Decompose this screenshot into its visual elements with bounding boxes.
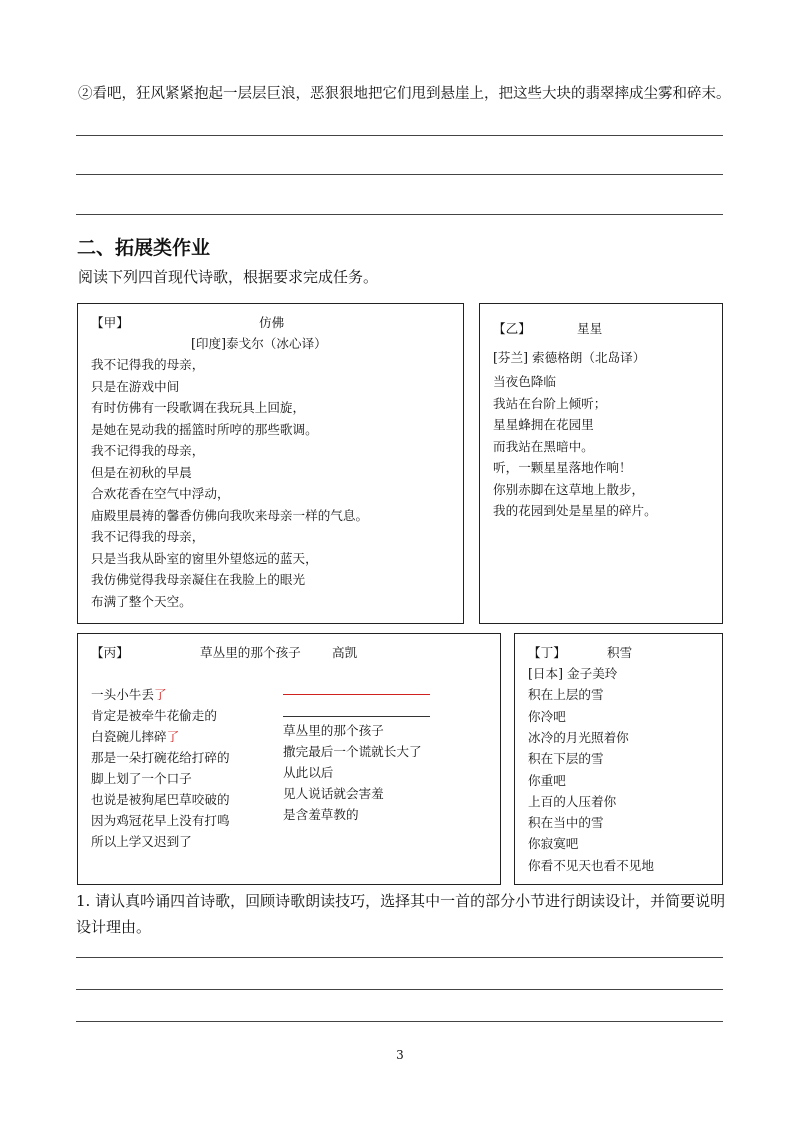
poem-tag: 【甲】	[91, 315, 129, 330]
poem-line: 而我站在黑暗中。	[493, 438, 594, 454]
poem-line: 你别赤脚在这草地上散步，	[493, 481, 645, 497]
poem-line: 是含羞草教的	[283, 807, 359, 822]
poem-line: 合欢花香在空气中浮动，	[91, 486, 230, 501]
poem-line: 布满了整个天空。	[91, 593, 192, 609]
poem-line: 草丛里的那个孩子	[283, 723, 384, 738]
poem-box-ding	[514, 633, 723, 885]
poem-line: 白瓷碗儿摔碎了	[91, 729, 180, 744]
answer-line	[76, 1021, 723, 1022]
poem-box-jia	[77, 303, 464, 624]
poem-line: 积在当中的雪	[528, 815, 604, 831]
poem-author: 高凯	[332, 645, 358, 660]
poem-line: 那是一朵打碗花给打碎的	[91, 750, 230, 765]
poem-line: 我不记得我的母亲，	[91, 443, 205, 458]
poem-line: 我的花园到处是星星的碎片。	[493, 503, 657, 518]
poem-tag: 【丙】	[91, 645, 129, 660]
fill-blank-line	[283, 694, 430, 695]
poem-title: 草丛里的那个孩子	[200, 645, 301, 660]
task-question-1: 1. 请认真吟诵四首诗歌，回顾诗歌朗读技巧，选择其中一首的部分小节进行朗读设计，并简要说明设计理由。	[76, 892, 726, 936]
poem-line: 你寂寞吧	[528, 836, 579, 852]
poem-line: 只是当我从卧室的窗里外望悠远的蓝天，	[91, 550, 318, 566]
answer-line	[76, 174, 723, 175]
poem-line: 积在下层的雪	[528, 751, 604, 767]
poem-box-yi	[479, 303, 723, 624]
answer-line	[76, 135, 723, 136]
poem-title: 星星	[577, 321, 603, 336]
poem-tag: 【乙】	[493, 321, 531, 336]
answer-line	[76, 214, 723, 215]
poem-box-bing	[77, 633, 501, 885]
poem-line: 我站在台阶上倾听；	[493, 395, 607, 411]
poem-line: 见人说话就会害羞	[283, 786, 384, 801]
poem-line: 积在上层的雪	[528, 687, 604, 703]
answer-line	[76, 989, 723, 990]
highlighted-char: 了	[153, 687, 167, 702]
poem-author: [日本] 金子美玲	[528, 666, 618, 681]
poem-line: 肯定是被牵牛花偷走的	[91, 708, 217, 723]
highlighted-char: 了	[166, 729, 180, 744]
exercise-item-2: ②看吧，狂风紧紧抱起一层层巨浪，恶狠狠地把它们甩到悬崖上，把这些大块的翡翠摔成尘雾和碎末。	[78, 86, 731, 102]
poem-line: 脚上划了一个口子	[91, 771, 192, 786]
poem-title: 仿佛	[259, 315, 285, 330]
poem-line: 星星蜂拥在花园里	[493, 417, 594, 432]
poem-line: 我不记得我的母亲，	[91, 357, 205, 372]
fill-blank-line	[283, 716, 430, 717]
poem-line: 冰冷的月光照着你	[528, 729, 629, 745]
poem-line: 有时仿佛有一段歌调在我玩具上回旋，	[91, 400, 306, 415]
poem-line: 庙殿里晨祷的馨香仿佛向我吹来母亲一样的气息。	[91, 507, 369, 523]
poem-line: 撒完最后一个谎就长大了	[283, 744, 422, 759]
poem-tag: 【丁】	[528, 645, 566, 660]
poem-line: 我不记得我的母亲，	[91, 529, 205, 544]
answer-line	[76, 957, 723, 958]
poem-line: 从此以后	[283, 765, 334, 780]
poem-line: 我仿佛觉得我母亲凝住在我脸上的眼光	[91, 572, 306, 587]
poem-line: 上百的人压着你	[528, 793, 617, 809]
poem-line: 你看不见天也看不见地	[528, 857, 654, 873]
poem-line: 但是在初秋的早晨	[91, 464, 192, 480]
poem-line: 听，一颗星星落地作响！	[493, 460, 632, 475]
poem-line: 只是在游戏中间	[91, 378, 180, 394]
poem-line: 你重吧	[528, 772, 566, 788]
poem-line: 你冷吧	[528, 708, 566, 724]
section-intro: 阅读下列四首现代诗歌，根据要求完成任务。	[78, 268, 379, 286]
poem-title: 积雪	[607, 645, 633, 660]
poem-line: 一头小牛丢了	[91, 687, 167, 702]
poem-line: 当夜色降临	[493, 374, 556, 389]
poem-line: 也说是被狗尾巴草咬破的	[91, 792, 230, 807]
poem-line: 是她在晃动我的摇篮时所哼的那些歌调。	[91, 421, 318, 437]
section-title: 二、拓展类作业	[77, 237, 211, 259]
poem-author: [印度]泰戈尔（冰心译）	[191, 336, 327, 351]
page-number: 3	[396, 1048, 404, 1062]
poem-author: [芬兰] 索德格朗（北岛译）	[493, 350, 646, 365]
poem-line: 因为鸡冠花早上没有打鸣	[91, 813, 230, 828]
poem-line: 所以上学又迟到了	[91, 834, 192, 849]
